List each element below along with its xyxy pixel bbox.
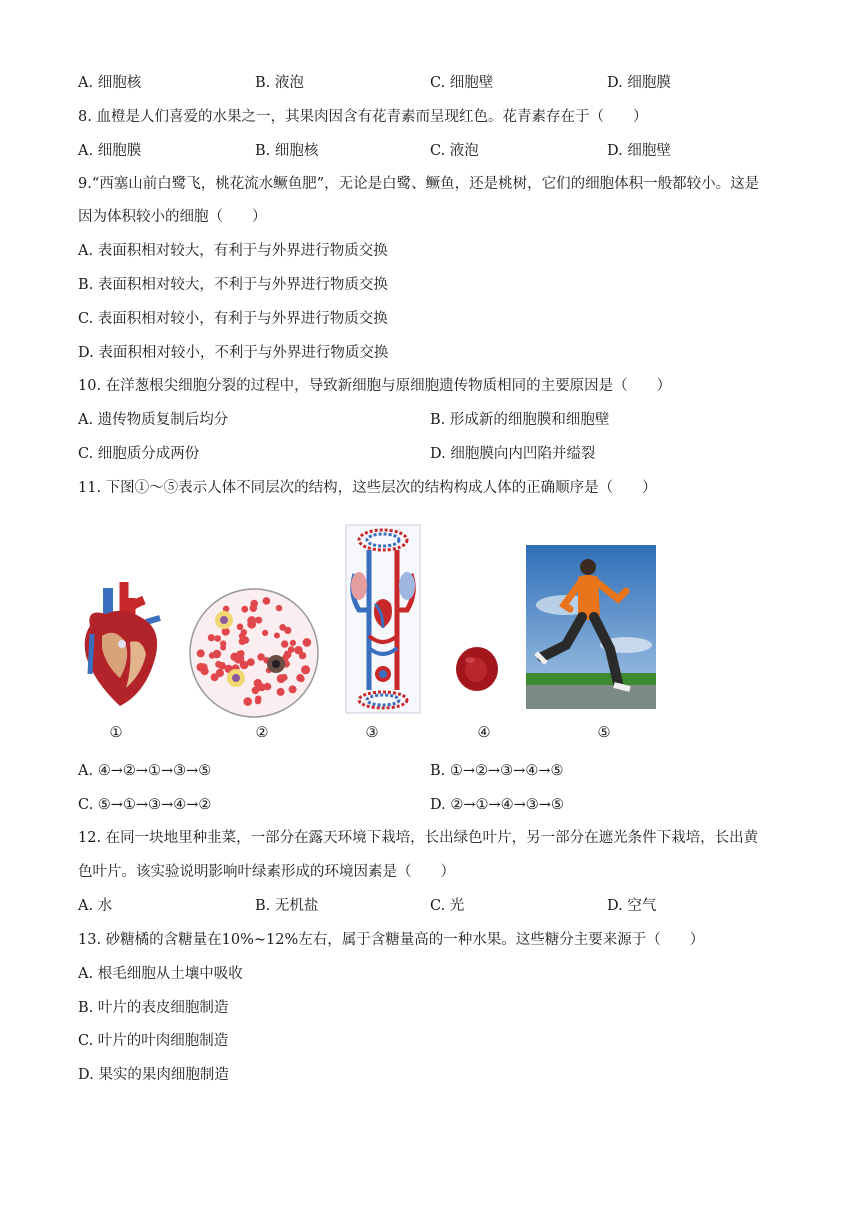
q9-stem-line2: 因为体积较小的细胞（ ） [78,209,267,225]
q11-option-d[interactable]: D. ②→①→④→③→⑤ [430,797,564,813]
white-cell-nucleus [232,674,240,682]
figure-label-3: ③ [365,725,379,741]
red-cell-dot [218,662,226,670]
red-cell-dot [247,616,256,625]
q10-stem: 10. 在洋葱根尖细胞分裂的过程中，导致新细胞与原细胞遗传物质相同的主要原因是（ ） [78,378,672,394]
red-cell-dot [274,633,280,639]
figure-label-1: ① [109,725,123,741]
red-cell-dot [296,647,302,653]
q11-option-b[interactable]: B. ①→②→③→④→⑤ [430,763,564,779]
red-cell-dot [241,629,248,636]
red-cell-dot [255,617,262,624]
red-cell-dot [235,654,244,663]
q9-option-b[interactable]: B. 表面积相对较大，不利于与外界进行物质交换 [78,277,388,293]
red-cell-dot [237,624,244,631]
red-cell-dot [220,645,226,651]
white-cell-nucleus [220,616,228,624]
q7-option-b[interactable]: B. 液泡 [255,75,304,91]
q12-option-d[interactable]: D. 空气 [607,898,657,914]
q12-stem-line1: 12. 在同一块地里种韭菜，一部分在露天环境下栽培，长出绿色叶片，另一部分在遮光条件下栽培，长出黄 [78,830,759,846]
q10-option-d[interactable]: D. 细胞膜向内凹陷并缢裂 [430,446,596,462]
q11-stem: 11. 下图①～⑤表示人体不同层次的结构，这些层次的结构构成人体的正确顺序是（ ） [78,480,657,496]
blood-smear-image [184,586,324,720]
red-cell-dot [276,605,282,611]
q13-stem: 13. 砂糖橘的含糖量在10%~12%左右，属于含糖量高的一种水果。这些糖分主要来源于（ ） [78,932,705,948]
red-cell-dot [239,638,246,645]
red-cell-dot [301,665,310,674]
q7-option-d[interactable]: D. 细胞膜 [607,75,671,91]
q9-option-a[interactable]: A. 表面积相对较大，有利于与外界进行物质交换 [78,243,388,259]
red-cell-dot [303,638,312,647]
q9-option-d[interactable]: D. 表面积相对较小，不利于与外界进行物质交换 [78,345,389,361]
q8-option-d[interactable]: D. 细胞壁 [607,143,671,159]
q8-option-b[interactable]: B. 细胞核 [255,143,319,159]
q13-option-a[interactable]: A. 根毛细胞从土壤中吸收 [78,966,243,982]
q7-option-c[interactable]: C. 细胞壁 [430,75,494,91]
figure-label-5: ⑤ [597,725,611,741]
red-cell-dot [289,685,297,693]
red-cell-dot [213,650,222,659]
red-cell-dot [201,667,209,675]
q8-stem: 8. 血橙是人们喜爱的水果之一，其果肉因含有花青素而呈现红色。花青素存在于（ ） [78,109,648,125]
q8-option-a[interactable]: A. 细胞膜 [78,143,142,159]
red-cell-dot [263,597,271,605]
red-cell-dot [241,606,248,613]
red-cell-dot [216,669,224,677]
red-cell-dot [277,688,285,696]
q10-option-b[interactable]: B. 形成新的细胞膜和细胞壁 [430,412,610,428]
red-cell-dot [280,674,287,681]
red-cell-dot [255,698,261,704]
red-cell-dot [262,630,268,636]
figure-label-4: ④ [477,725,491,741]
q10-option-a[interactable]: A. 遗传物质复制后均分 [78,412,229,428]
q10-option-c[interactable]: C. 细胞质分成两份 [78,446,200,462]
q7-option-a[interactable]: A. 细胞核 [78,75,142,91]
red-cell-dot [284,627,291,634]
red-cell-dot [290,640,296,646]
red-cell-dot [254,679,262,687]
red-blood-cell-image [454,646,500,692]
red-cell-dot [214,635,221,642]
red-cell-dot [208,634,215,641]
red-cell-dot [197,649,205,657]
red-cell-dot [298,676,305,683]
q9-stem-line1: 9.“西塞山前白鹭飞，桃花流水鳜鱼肥”，无论是白鹭、鳜鱼，还是桃树，它们的细胞体积一般都较小。这是 [78,176,760,192]
red-cell-dot [250,600,258,608]
runner-photo [526,545,656,709]
q13-option-c[interactable]: C. 叶片的叶肉细胞制造 [78,1033,229,1049]
figure-label-2: ② [255,725,269,741]
q13-option-d[interactable]: D. 果实的果肉细胞制造 [78,1067,229,1083]
q13-option-b[interactable]: B. 叶片的表皮细胞制造 [78,1000,229,1016]
q11-option-c[interactable]: C. ⑤→①→③→④→② [78,797,212,813]
q12-option-a[interactable]: A. 水 [78,898,113,914]
q8-option-c[interactable]: C. 液泡 [430,143,479,159]
red-cell-dot [243,697,252,706]
circulatory-system-image [345,524,421,714]
white-cell-nucleus [272,660,280,668]
q11-option-a[interactable]: A. ④→②→①→③→⑤ [78,763,212,779]
q12-option-c[interactable]: C. 光 [430,898,465,914]
red-cell-dot [281,640,288,647]
heart-image [80,578,164,714]
q12-stem-line2: 色叶片。该实验说明影响叶绿素形成的环境因素是（ ） [78,864,455,880]
red-cell-dot [247,658,255,666]
q9-option-c[interactable]: C. 表面积相对较小，有利于与外界进行物质交换 [78,311,388,327]
red-cell-dot [284,651,292,659]
q12-option-b[interactable]: B. 无机盐 [255,898,319,914]
